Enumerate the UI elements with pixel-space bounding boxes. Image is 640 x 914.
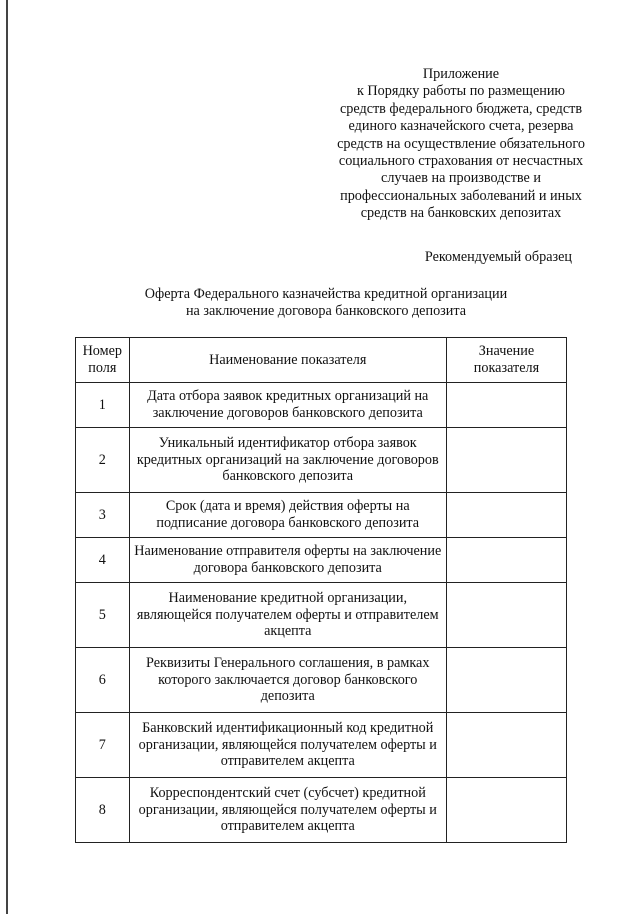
table-row (76, 713, 567, 778)
title-line-2: на заключение договора банковского депозита (185, 303, 467, 319)
appendix-line: единого казначейского счета, резерва (348, 118, 574, 135)
table-row (76, 428, 567, 493)
title-line-1: Оферта Федерального казначейства кредитной организации (144, 286, 508, 302)
row-value (446, 383, 566, 428)
appendix-line: профессиональных заболеваний и иных (340, 187, 582, 204)
row-name: Наименование отправителя оферты на заключение договора банковского депозита (129, 538, 446, 583)
document-title (100, 286, 552, 320)
row-number: 1 (76, 383, 130, 428)
row-number: 4 (76, 538, 130, 583)
row-value (446, 583, 566, 648)
appendix-line: средств на осуществление обязательного (337, 135, 585, 152)
row-name: Уникальный идентификатор отбора заявок кредитных организаций на заключение договоров банковского депозита (129, 428, 446, 493)
appendix-line: социального страхования от несчастных (338, 153, 584, 170)
row-value (446, 538, 566, 583)
row-value (446, 713, 566, 778)
header-value: Значение показателя (446, 338, 566, 383)
row-number: 2 (76, 428, 130, 493)
row-number: 6 (76, 648, 130, 713)
table-header-row (76, 338, 567, 383)
header-name: Наименование показателя (129, 338, 446, 383)
row-value (446, 778, 566, 843)
row-value (446, 428, 566, 493)
appendix-line: средств на банковских депозитах (360, 205, 562, 222)
row-number: 5 (76, 583, 130, 648)
row-name: Корреспондентский счет (субсчет) кредитной организации, являющейся получателем оферты и отправителем акцепта (129, 778, 446, 843)
row-name: Дата отбора заявок кредитных организаций на заключение договоров банковского депозита (129, 383, 446, 428)
table-row (76, 383, 567, 428)
row-name: Банковский идентификационный код кредитной организации, являющейся получателем оферты и отправителем акцепта (129, 713, 446, 778)
table-row (76, 583, 567, 648)
row-number: 8 (76, 778, 130, 843)
row-value (446, 648, 566, 713)
scan-edge-line (6, 0, 8, 914)
fields-table (75, 337, 567, 843)
row-value (446, 493, 566, 538)
appendix-block (316, 66, 606, 223)
header-number: Номер поля (76, 338, 130, 383)
row-number: 3 (76, 493, 130, 538)
table-row (76, 648, 567, 713)
row-number: 7 (76, 713, 130, 778)
table-row (76, 778, 567, 843)
row-name: Наименование кредитной организации, являющейся получателем оферты и отправителем акцепта (129, 583, 446, 648)
appendix-line: средств федерального бюджета, средств (339, 100, 583, 117)
appendix-line: к Порядку работы по размещению (356, 83, 566, 100)
row-name: Реквизиты Генерального соглашения, в рамках которого заключается договор банковского депозита (129, 648, 446, 713)
table-row (76, 493, 567, 538)
appendix-line: случаев на производстве и (381, 170, 541, 187)
appendix-line: Приложение (422, 66, 500, 82)
table-row (76, 538, 567, 583)
recommended-sample-label: Рекомендуемый образец (424, 249, 572, 265)
row-name: Срок (дата и время) действия оферты на подписание договора банковского депозита (129, 493, 446, 538)
